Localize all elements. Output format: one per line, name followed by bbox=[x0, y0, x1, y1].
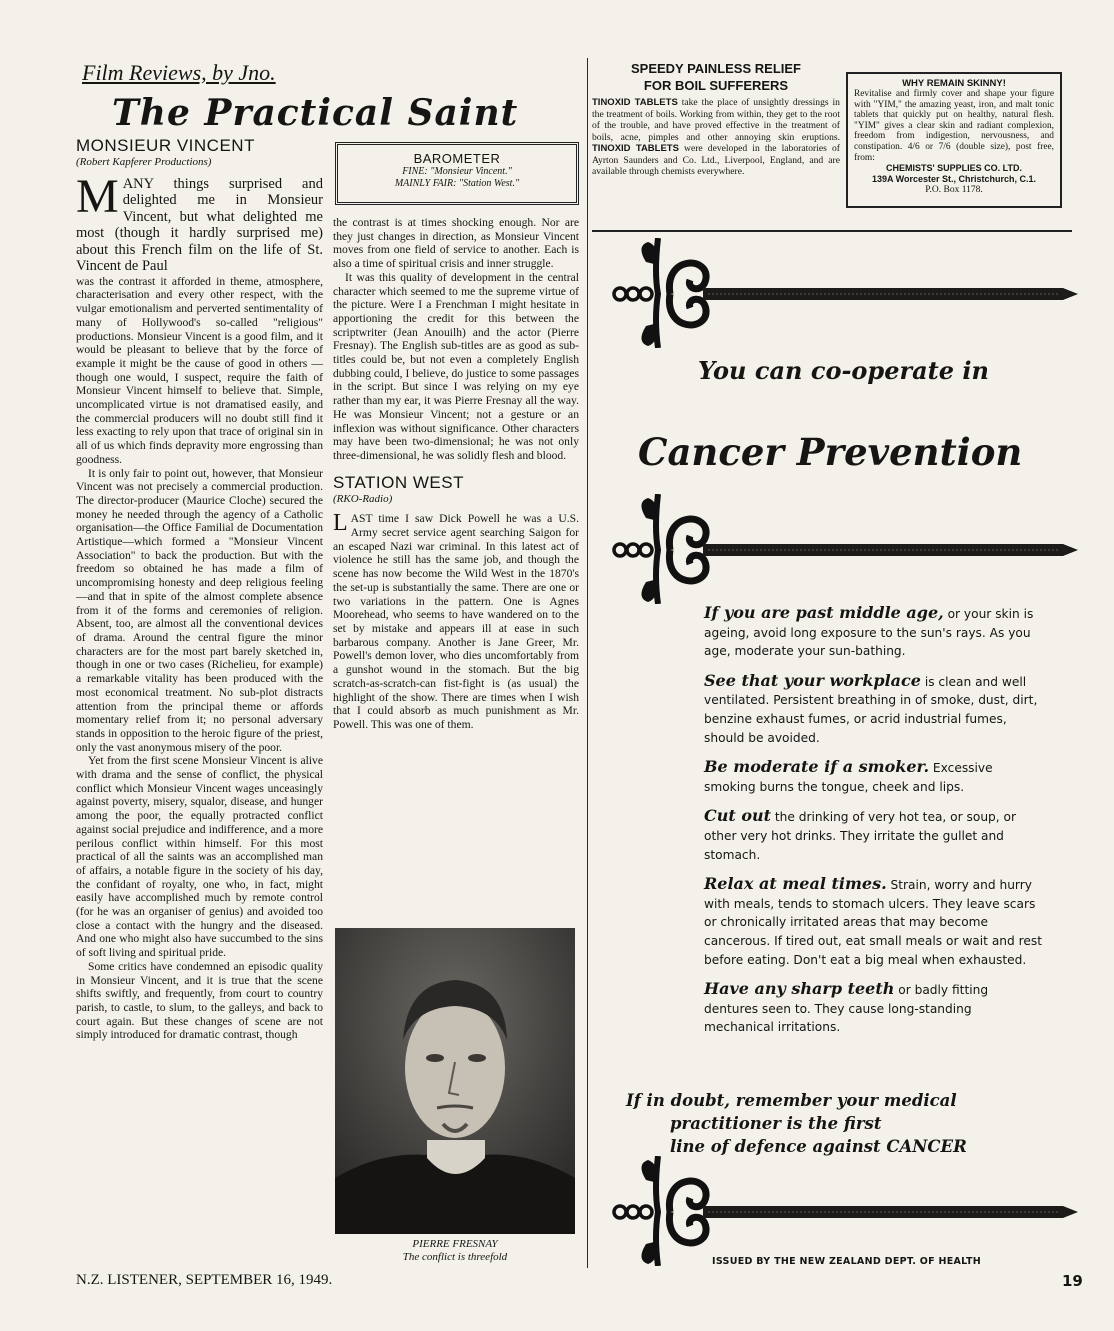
ad-heading: SPEEDY PAINLESS RELIEF bbox=[630, 61, 801, 76]
review-title-station-west: STATION WEST bbox=[333, 472, 464, 492]
barometer-box bbox=[335, 142, 579, 205]
column-divider bbox=[587, 58, 588, 1268]
barometer-title: BAROMETER bbox=[413, 151, 501, 166]
closing-message: If in doubt, remember your medical practitioner is the first line of defence against CANCER bbox=[626, 1091, 967, 1156]
ad-heading: WHY REMAIN SKINNY! bbox=[902, 78, 1006, 89]
prevention-tips bbox=[704, 604, 1044, 1048]
decorative-sword-icon bbox=[608, 494, 1078, 604]
tip-item: Relax at meal times. Strain, worry and hurry with meals, tends to stomach ulcers. They leave scars or chronically irritated areas that may become cancerous. If tired out, eat small meals or wait and rest before eating. Don't eat a big meal when exhausted. bbox=[704, 874, 1042, 967]
review-paragraph: Some critics have condemned an episodic quality in Monsieur Vincent, and it is true that the scene shifts swiftly, and frequently, from court to country parish, to castle, to slum, to the galleys, and back to court again. But these changes of scene are not simply introduced for dramatic contrast, though bbox=[76, 959, 323, 1042]
review-paragraph: Yet from the first scene Monsieur Vincent is alive with drama and the sense of conflict, the physical conflict which Monsieur Vincent wages unceasingly against poverty, misery, squalor, disease, and hunger among the poor, the equally protracted conflict against social prejudice and indifference, and a more perilous conflict within himself. For this most practical of all the saints was an accomplished man of affairs, a notable figure in the society of his day, the confidant of royalty, one who, in fact, might easily have accomplished much by remote control (for he was an organiser of genius) and avoided too close a contact with the hungry and the diseased. And one who might also have succumbed to the sins of soft living and spiritual pride. bbox=[76, 754, 323, 960]
review-paragraph: the contrast is at times shocking enough. Nor are they just changes in direction, as Monsieur Vincent moves from one field of service to another. Each is also a time of spiritual crisis and inner struggle. bbox=[333, 216, 579, 271]
drop-cap: L bbox=[333, 510, 348, 537]
page-number: 19 bbox=[1062, 1272, 1083, 1290]
article-headline: The Practical Saint bbox=[112, 92, 519, 134]
tip-item: Have any sharp teeth or badly fitting dentures seen to. They cause long-standing mechanical irritations. bbox=[704, 979, 989, 1035]
tip-item: If you are past middle age, or your skin is ageing, avoid long exposure to the sun's rays. As you age, moderate your sun-bathing. bbox=[704, 603, 1034, 659]
drop-cap: M bbox=[76, 169, 119, 223]
ad-title: Cancer Prevention bbox=[638, 430, 1023, 474]
barometer-line-fine: FINE: "Monsieur Vincent." bbox=[402, 166, 512, 177]
tip-item: Cut out the drinking of very hot tea, or soup, or other very hot drinks. They irritate the gullet and stomach. bbox=[704, 806, 1016, 862]
review-paragraph: It is only fair to point out, however, that Monsieur Vincent was not precisely a commercial production. The director-producer (Maurice Cloche) secured the money he needed through the agency of a Catholic organisation—the Office Familial de Documentation Artistique—which formed a "Monsieur Vincent Association" to back the production. But with the freedom so obtained he has made a film of uncompromising honesty and deep religious feeling—and that in spite of the almost complete absence from it of the forms and ceremonies of religion. Absent, too, are almost all the conventional devices of drama. Around the central figure the minor characters are for the most part barely sketched in, though in one or two cases (Richelieu, for example) a remarkable vitality has been produced with the most economical treatment. No sub-plot distracts attention from the principal theme or affords momentary relief from it; no personal adversary stands in opposition to the heroic figure of the priest, only the vast anonymous misery of the poor. bbox=[76, 466, 323, 754]
page-footer-publication: N.Z. LISTENER, SEPTEMBER 16, 1949. bbox=[76, 1272, 333, 1288]
ad-company: CHEMISTS' SUPPLIES CO. LTD. bbox=[886, 163, 1022, 174]
issued-by-line: ISSUED BY THE NEW ZEALAND DEPT. OF HEALTH bbox=[712, 1256, 981, 1267]
portrait-illustration bbox=[335, 928, 575, 1234]
review-paragraph: was the contrast it afforded in theme, atmosphere, characterisation and every other respect, with the vulgar emotionalism and perverted sentimentality of many of Hollywood's so-called "religious" productions. Monsieur Vincent is a good film, and it would be pleasant to believe that by the force of example it might be the cause of good in others —though one would, I suspect, require the faith of Monsieur Vincent himself to believe that. Simple, uncomplicated virtue is not dramatised easily, and the commercial producers will no doubt still find it less exacting to rely upon that trace of original sin in all of us which finds depravity more engrossing than goodness. bbox=[76, 274, 323, 466]
ad-po-box: P.O. Box 1178. bbox=[925, 185, 983, 196]
decorative-sword-icon bbox=[608, 238, 1078, 348]
barometer-line-fair: MAINLY FAIR: "Station West." bbox=[394, 178, 520, 189]
ad-divider bbox=[592, 230, 1072, 232]
review-lead-paragraph bbox=[76, 169, 323, 275]
skinny-advertisement bbox=[846, 72, 1062, 208]
ad-lead-line: You can co-operate in bbox=[698, 356, 989, 385]
caption-name: PIERRE FRESNAY bbox=[412, 1238, 498, 1250]
ad-body: Revitalise and firmly cover and shape your figure with "YIM," the amazing yeast, iron, and malt tonic tablets that quickly put on healthy, natural flesh. "YIM" gives a clear skin and radiant complexion, freedom from indigestion, nervousness, and constipation. 4/6 or 7/6 (double size), post free, from: bbox=[854, 89, 1054, 163]
caption-text: The conflict is threefold bbox=[402, 1251, 508, 1263]
ad-heading: FOR BOIL SUFFERERS bbox=[643, 78, 789, 93]
review-title-monsieur-vincent: MONSIEUR VINCENT bbox=[76, 136, 255, 155]
lead-text: ANY things surprised and delighted me in Monsieur Vincent, but what delighted me most (though it hardly surprised me) about this French film on the life of St. Vincent de Paul bbox=[76, 175, 323, 275]
portrait-photo bbox=[335, 928, 575, 1234]
article-column-2 bbox=[333, 216, 579, 732]
ad-body: TINOXID TABLETS take the place of unsightly dressings in the treatment of boils. Working from within, they get to the root of the trouble, and have proved effective in the treatment of boils, acne, pimples and other annoying skin eruptions. TINOXID TABLETS were developed in the laboratories of Ayrton Saunders and Co. Ltd., Liverpool, England, and are available through chemists everywhere. bbox=[592, 97, 840, 177]
review-producer: (RKO-Radio) bbox=[333, 492, 393, 505]
tip-item: Be moderate if a smoker. Excessive smoking burns the tongue, cheek and lips. bbox=[704, 757, 993, 794]
article-column-1 bbox=[76, 136, 323, 1042]
boils-advertisement bbox=[592, 60, 840, 178]
tip-item: See that your workplace is clean and well ventilated. Persistent breathing in of smoke, dust, dirt, benzine exhaust fumes, or acrid industrial fumes, should be avoided. bbox=[704, 670, 1038, 745]
review-paragraph: It was this quality of development in the central character which seemed to me the supreme virtue of the picture. Were I a Frenchman I might hesitate in apportioning the credit for this between the scriptwriter (Jean Anouilh) and the actor (Pierre Fresnay). The English sub-titles are as good as sub-titles could be, but not even a completely English dubbing could, I believe, do justice to some passages in the script. But since I was relying on my eye rather than my ear, it was Pierre Fresnay all the way. He was Monsieur Vincent; not a gesture or an inflexion was without significance. Other characters may have been two-dimensional; he was not only three-dimensional, he was solidly flesh and blood. bbox=[333, 270, 579, 462]
ad-address: 139A Worcester St., Christchurch, C.1. bbox=[871, 174, 1037, 185]
review-paragraph: LAST time I saw Dick Powell he was a U.S. Army secret service agent searching Saigon for an escaped Nazi war criminal. In this latest act of violence he still has the same job, and though the scene has now become the Wild West in the 1870's the set-up is substantially the same. There are one or two variations in the pattern. One is Agnes Moorehead, who seems to have wandered on to the set by mistake and appears ill at ease in such barbarous company. Another is Jane Greer, Mr. Powell's demon lover, who dies uncomfortably from a gunshot wound in the stomach. But the big scratch-as-scratch-can fist-fight is (as usual) the highlight of the show. There are times when I wish that I could absorb as much punishment as Mr. Powell. This was one of them. bbox=[333, 510, 579, 731]
section-kicker: Film Reviews, by Jno. bbox=[82, 60, 276, 85]
decorative-sword-icon bbox=[608, 1156, 1078, 1266]
review-producer: (Robert Kapferer Productions) bbox=[76, 156, 212, 168]
photo-caption bbox=[335, 1238, 575, 1264]
